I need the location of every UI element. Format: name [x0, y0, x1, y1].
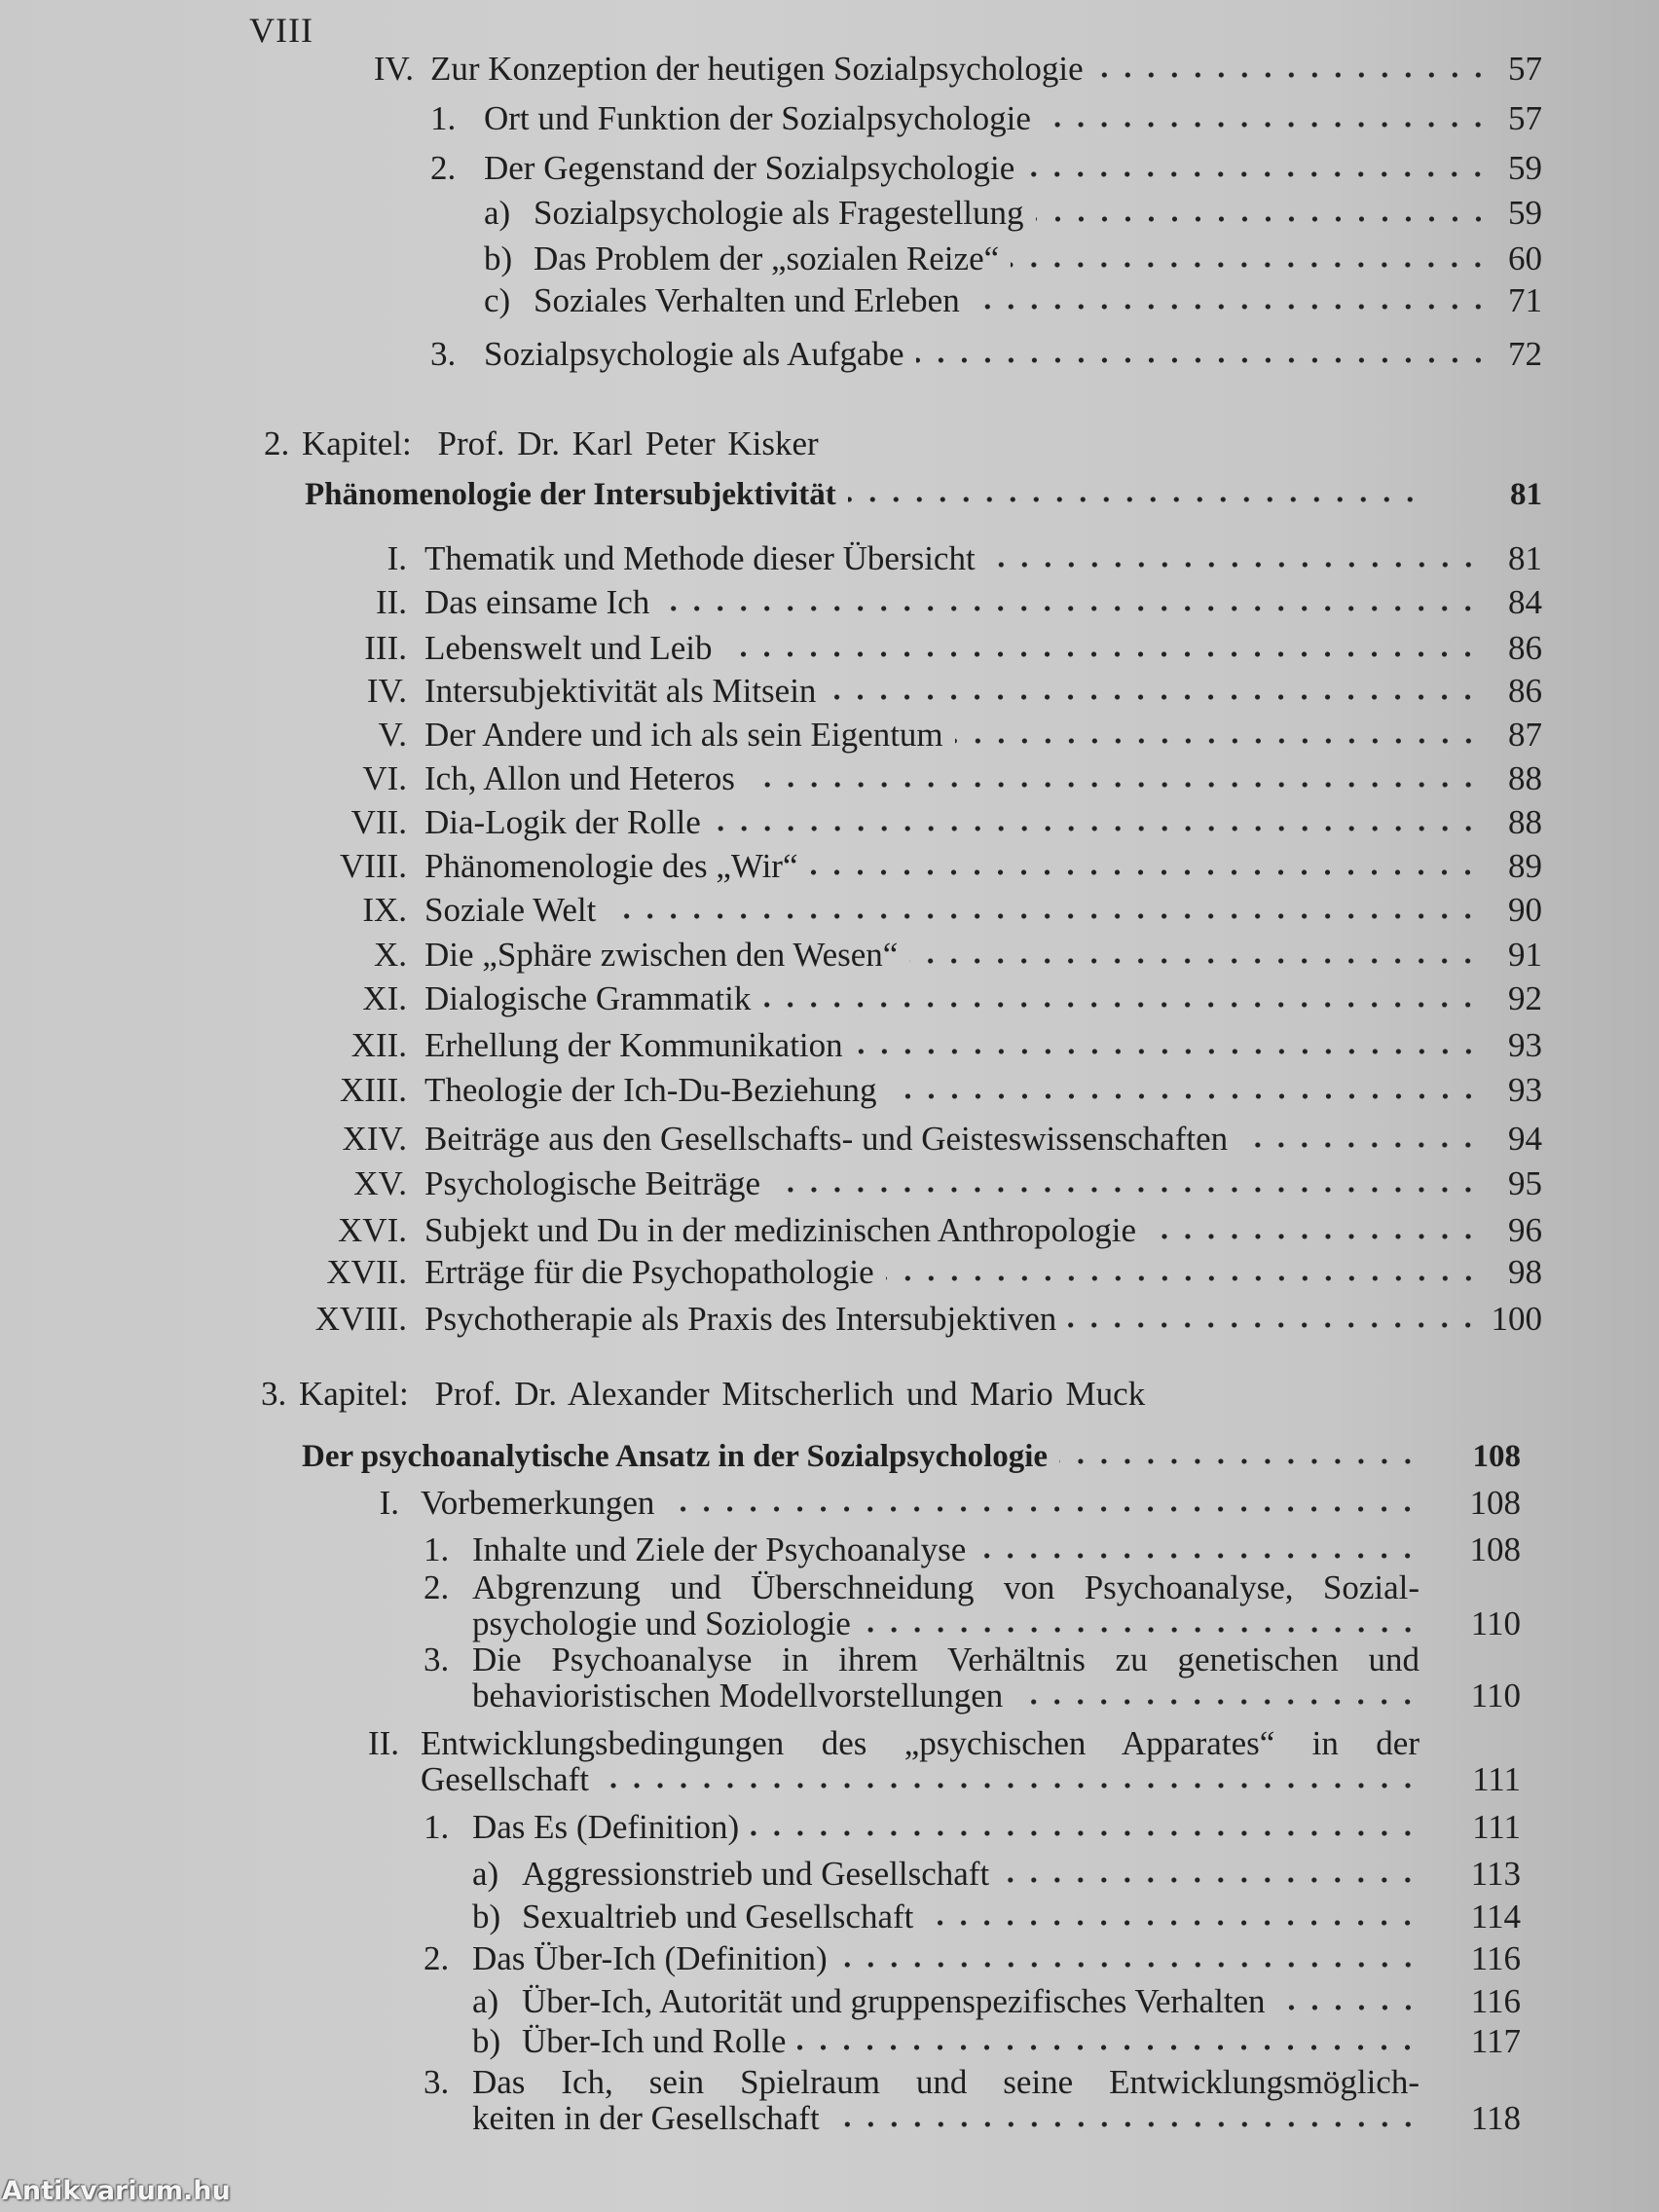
entry-number: VII.: [350, 803, 407, 841]
entry-page: 111: [1472, 1808, 1521, 1846]
entry-title-line: Die Psychoanalyse in ihrem Verhältnis zu genetischen und: [472, 1641, 1419, 1678]
chapter-author: Prof. Dr. Alexander Mitscherlich und Mario Muck: [434, 1375, 1146, 1413]
entry-title-line: [522, 1899, 1419, 1935]
entry-title-line: [472, 1809, 1419, 1845]
entry-title-line: [424, 1301, 1480, 1337]
entry-page: 95: [1508, 1164, 1542, 1202]
toc-entry: [0, 1809, 1659, 1845]
entry-number: III.: [364, 629, 407, 667]
toc-entry: [0, 51, 1659, 87]
entry-title-line: [430, 51, 1490, 87]
entry-number: I.: [379, 1484, 399, 1522]
entry-title: [424, 584, 1480, 620]
entry-title-text: Zur Konzeption der heutigen Sozialpsychologie: [430, 50, 1084, 88]
entry-page: 93: [1508, 1026, 1542, 1064]
dot-leader: [1036, 214, 1490, 224]
entry-number: 1.: [424, 1808, 450, 1846]
dot-leader: [972, 302, 1490, 312]
toc-entry: [0, 1439, 1659, 1475]
entry-title-line: Das Ich, sein Spielraum und seine Entwicklungsmöglich-: [472, 2063, 1419, 2101]
toc-entry: [0, 1212, 1659, 1248]
toc-entry: [0, 937, 1659, 973]
entry-title-text: Thematik und Methode dieser Übersicht: [424, 539, 976, 577]
entry-page: 59: [1508, 194, 1542, 232]
entry-title: [421, 1725, 1419, 1797]
entry-number: XVIII.: [314, 1300, 407, 1338]
entry-number: VIII.: [340, 847, 407, 885]
entry-number: 3.: [424, 1641, 450, 1678]
dot-leader: [666, 1504, 1419, 1514]
entry-title-text: behavioristischen Modellvorstellungen: [472, 1677, 1004, 1714]
entry-number: XI.: [362, 979, 407, 1017]
toc-entry: [0, 892, 1659, 928]
chapter-label: 3. Kapitel:: [261, 1375, 409, 1413]
entry-title: [424, 760, 1480, 796]
dot-leader: [747, 780, 1480, 790]
chapter-label: 2. Kapitel:: [264, 424, 412, 462]
entry-title-text: Erträge für die Psychopathologie: [424, 1253, 874, 1291]
entry-title-line: [424, 980, 1480, 1016]
entry-title: [424, 1072, 1480, 1108]
entry-page: 72: [1508, 335, 1542, 373]
entry-title-text: Ich, Allon und Heteros: [424, 759, 735, 797]
entry-title: [305, 477, 1421, 513]
chapter-author: Prof. Dr. Karl Peter Kisker: [437, 424, 819, 462]
entry-number: XIV.: [342, 1120, 407, 1158]
entry-title-line: [424, 1212, 1480, 1248]
entry-number: 2.: [424, 1568, 450, 1606]
entry-title: [472, 1641, 1419, 1714]
entry-title-line: [534, 195, 1490, 231]
entry-number: 1.: [424, 1530, 450, 1568]
entry-title-text: Subjekt und Du in der medizinischen Anthropologie: [424, 1211, 1137, 1249]
entry-title-line: [424, 1027, 1480, 1063]
entry-title-text: psychologie und Soziologie: [472, 1604, 851, 1642]
dot-leader: [955, 736, 1480, 746]
dot-leader: [889, 1091, 1480, 1101]
entry-title: [484, 336, 1490, 372]
toc-entry: [0, 1027, 1659, 1063]
entry-page: 87: [1508, 716, 1542, 754]
entry-title-text: Erhellung der Kommunikation: [424, 1026, 843, 1064]
toc-entry: [0, 1121, 1659, 1157]
toc-entry: [0, 100, 1659, 136]
entry-title: [424, 1165, 1480, 1201]
entry-number: a): [472, 1855, 499, 1893]
entry-title: [484, 150, 1490, 186]
entry-title-line: [522, 1983, 1419, 2019]
entry-title: [421, 1485, 1419, 1521]
entry-title-text: Der Gegenstand der Sozialpsychologie: [484, 149, 1015, 187]
entry-title-line: [472, 1940, 1419, 1976]
entry-title-text: Sozialpsychologie als Aufgabe: [484, 335, 904, 373]
entry-page: 88: [1508, 759, 1542, 797]
entry-title-line: Entwicklungsbedingungen des „psychischen Apparates“ in der: [421, 1724, 1419, 1762]
entry-title-line: [484, 150, 1490, 186]
entry-title-line: [472, 2100, 1419, 2136]
dot-leader: [1011, 260, 1490, 270]
entry-title-line: [424, 760, 1480, 796]
entry-page: 100: [1491, 1300, 1542, 1338]
toc-entry: [0, 240, 1659, 276]
toc-entry: [0, 1072, 1659, 1108]
dot-leader: [839, 1960, 1419, 1970]
entry-title-text: Theologie der Ich-Du-Beziehung: [424, 1071, 877, 1109]
entry-title-line: [302, 1439, 1419, 1475]
entry-page: 116: [1470, 1982, 1521, 2020]
entry-title: [424, 937, 1480, 973]
entry-title-text: Aggressionstrieb und Gesellschaft: [522, 1855, 990, 1893]
entry-title-line: [424, 892, 1480, 928]
toc-entry: [0, 1254, 1659, 1290]
entry-title: [424, 980, 1480, 1016]
entry-title: [472, 1531, 1419, 1567]
entry-page: 59: [1508, 149, 1542, 187]
entry-title-line: [424, 717, 1480, 753]
toc-entry: [0, 760, 1659, 796]
entry-title-text: Phänomenologie der Intersubjektivität: [305, 477, 836, 512]
dot-leader: [916, 355, 1490, 365]
entry-title-text: Beiträge aus den Gesellschafts- und Geisteswissenschaften: [424, 1120, 1229, 1158]
entry-page: 96: [1508, 1211, 1542, 1249]
entry-title-text: Das Problem der „sozialen Reize“: [534, 240, 1000, 277]
toc-entry: [0, 1856, 1659, 1892]
toc-entry: [0, 1301, 1659, 1337]
entry-number: 2.: [430, 149, 457, 187]
entry-page: 86: [1508, 672, 1542, 710]
entry-number: b): [472, 2022, 501, 2060]
entry-title-line: [424, 1072, 1480, 1108]
entry-page: 57: [1508, 50, 1542, 88]
entry-title-line: [472, 1531, 1419, 1567]
entry-page: 84: [1508, 583, 1542, 621]
entry-title: [522, 2023, 1419, 2059]
toc-entry: [0, 1983, 1659, 2019]
entry-title-text: Phänomenologie des „Wir“: [424, 847, 798, 885]
toc-entry: [0, 282, 1659, 318]
dot-leader: [1277, 2003, 1419, 2012]
entry-title-text: Lebenswelt und Leib: [424, 629, 713, 667]
toc-entry: [0, 336, 1659, 372]
dot-leader: [855, 1047, 1480, 1056]
entry-title-line: [424, 1165, 1480, 1201]
entry-title-text: Das einsame Ich: [424, 583, 650, 621]
entry-title: [424, 1301, 1480, 1337]
entry-title: [424, 804, 1480, 840]
entry-title-text: Über-Ich, Autorität und gruppenspezifisches Verhalten: [522, 1982, 1266, 2020]
entry-title-line: [522, 1856, 1419, 1892]
entry-page: 98: [1508, 1253, 1542, 1291]
entry-title: [424, 1121, 1480, 1157]
entry-title: [424, 717, 1480, 753]
entry-title-line: [424, 584, 1480, 620]
toc-entry: [0, 1568, 1659, 1642]
entry-number: a): [472, 1982, 499, 2020]
dot-leader: [713, 824, 1480, 833]
entry-page: 94: [1508, 1120, 1542, 1158]
entry-title: [534, 240, 1490, 276]
dot-leader: [661, 604, 1480, 613]
entry-page: 71: [1508, 281, 1542, 319]
entry-title-text: Sozialpsychologie als Fragestellung: [534, 194, 1024, 232]
entry-title-line: [472, 1605, 1419, 1641]
entry-title-text: Das Es (Definition): [472, 1808, 740, 1846]
entry-page: 89: [1508, 847, 1542, 885]
chapter3-header: [261, 1375, 1145, 1414]
entry-number: 1.: [430, 99, 457, 137]
dot-leader: [723, 649, 1480, 659]
toc-entry: [0, 1531, 1659, 1567]
entry-title-text: Der psychoanalytische Ansatz in der Sozialpsychologie: [302, 1439, 1049, 1474]
entry-title: [424, 630, 1480, 666]
dot-leader: [1068, 1320, 1480, 1330]
entry-title-text: Psychotherapie als Praxis des Intersubjektiven: [424, 1300, 1057, 1338]
toc-entry: [0, 630, 1659, 666]
entry-title-text: Gesellschaft: [421, 1760, 589, 1798]
entry-title-line: [424, 673, 1480, 709]
entry-title-line: [424, 630, 1480, 666]
toc-entry: [0, 717, 1659, 753]
entry-title: [424, 1027, 1480, 1063]
entry-title-line: [484, 100, 1490, 136]
entry-title: [424, 1254, 1480, 1290]
entry-title: [430, 51, 1490, 87]
entry-title: [522, 1983, 1419, 2019]
dot-leader: [1059, 1456, 1419, 1466]
entry-number: XVII.: [326, 1253, 407, 1291]
toc-entry: [0, 1899, 1659, 1935]
entry-number: 3.: [424, 2063, 450, 2101]
entry-page: 111: [1472, 1760, 1521, 1798]
entry-title-line: Abgrenzung und Überschneidung von Psychoanalyse, Sozial-: [472, 1568, 1419, 1606]
toc-entry: [0, 2023, 1659, 2059]
entry-number: II.: [367, 1724, 399, 1762]
entry-title: [472, 1569, 1419, 1641]
entry-title: [424, 673, 1480, 709]
entry-title: [424, 848, 1480, 884]
entry-title-line: [484, 336, 1490, 372]
entry-number: 3.: [430, 335, 457, 373]
entry-number: I.: [387, 539, 407, 577]
dot-leader: [809, 867, 1480, 877]
dot-leader: [831, 2120, 1419, 2129]
entry-title-line: [534, 240, 1490, 276]
entry-page: 86: [1508, 629, 1542, 667]
entry-number: c): [484, 281, 511, 319]
dot-leader: [751, 1828, 1419, 1838]
dot-leader: [886, 1273, 1480, 1283]
entry-title: [424, 1212, 1480, 1248]
entry-page: 81: [1508, 539, 1542, 577]
toc-entry: [0, 804, 1659, 840]
chapter2-header: [264, 424, 819, 463]
entry-page: 116: [1470, 1939, 1521, 1977]
entry-page: 114: [1470, 1898, 1521, 1936]
dot-leader: [863, 1625, 1419, 1635]
toc-entry: [0, 1940, 1659, 1976]
entry-title-line: [424, 848, 1480, 884]
entry-number: IV.: [366, 672, 407, 710]
toc-entry: [0, 1485, 1659, 1521]
entry-page: 60: [1508, 240, 1542, 277]
toc-entry: [0, 477, 1659, 513]
entry-title-text: keiten in der Gesellschaft: [472, 2099, 820, 2137]
entry-number: IX.: [362, 891, 407, 929]
dot-leader: [828, 692, 1480, 702]
entry-number: XIII.: [340, 1071, 407, 1109]
entry-page: 81: [1510, 477, 1542, 512]
entry-title-line: [424, 1121, 1480, 1157]
entry-page: 57: [1508, 99, 1542, 137]
entry-title-line: [424, 804, 1480, 840]
entry-number: II.: [375, 583, 407, 621]
dot-leader: [1026, 169, 1490, 179]
entry-title: [534, 282, 1490, 318]
entry-title-text: Der Andere und ich als sein Eigentum: [424, 716, 943, 754]
entry-number: V.: [378, 716, 407, 754]
entry-page: 117: [1470, 2022, 1521, 2060]
entry-page: 108: [1472, 1439, 1521, 1474]
dot-leader: [608, 911, 1480, 921]
entry-title-line: [424, 540, 1480, 576]
entry-number: XVI.: [338, 1211, 407, 1249]
toc-entry: [0, 848, 1659, 884]
entry-page: 108: [1469, 1484, 1521, 1522]
entry-title: [424, 540, 1480, 576]
dot-leader: [848, 495, 1421, 504]
entry-number: X.: [373, 936, 407, 974]
entry-number: b): [484, 240, 513, 277]
entry-title: [522, 1856, 1419, 1892]
entry-title-line: [472, 1677, 1419, 1714]
entry-page: 110: [1470, 1604, 1521, 1642]
entry-title-text: Vorbemerkungen: [421, 1484, 655, 1522]
dot-leader: [1014, 1697, 1419, 1707]
entry-title-line: [305, 477, 1421, 513]
entry-title: [472, 1940, 1419, 1976]
entry-title-text: Soziales Verhalten und Erleben: [534, 281, 960, 319]
page-number: VIII: [249, 11, 313, 50]
dot-leader: [909, 956, 1480, 966]
toc-entry: [0, 980, 1659, 1016]
entry-title: [534, 195, 1490, 231]
entry-title-line: [534, 282, 1490, 318]
dot-leader: [1001, 1875, 1419, 1885]
entry-title-text: Intersubjektivität als Mitsein: [424, 672, 817, 710]
entry-title-text: Psychologische Beiträge: [424, 1164, 761, 1202]
entry-title-text: Das Über-Ich (Definition): [472, 1939, 828, 1977]
entry-number: XV.: [353, 1164, 407, 1202]
entry-title: [472, 1809, 1419, 1845]
toc-entry: [0, 1724, 1659, 1798]
watermark: Antikvarium.hu: [2, 2176, 231, 2206]
entry-title-line: [424, 1254, 1480, 1290]
entry-number: 2.: [424, 1939, 450, 1977]
dot-leader: [772, 1185, 1480, 1195]
entry-title: [424, 892, 1480, 928]
entry-title-text: Dialogische Grammatik: [424, 979, 752, 1017]
entry-page: 113: [1470, 1855, 1521, 1893]
entry-page: 91: [1508, 936, 1542, 974]
entry-number: b): [472, 1898, 501, 1936]
entry-page: 118: [1470, 2099, 1521, 2137]
entry-title-line: [421, 1761, 1419, 1797]
toc-entry: [0, 1165, 1659, 1201]
entry-page: 93: [1508, 1071, 1542, 1109]
entry-title-text: Dia-Logik der Rolle: [424, 803, 701, 841]
entry-title: [484, 100, 1490, 136]
dot-leader: [601, 1781, 1419, 1790]
toc-entry: [0, 195, 1659, 231]
entry-title: [522, 1899, 1419, 1935]
toc-entry: [0, 584, 1659, 620]
entry-page: 108: [1469, 1530, 1521, 1568]
entry-page: 90: [1508, 891, 1542, 929]
entry-page: 110: [1470, 1677, 1521, 1714]
entry-number: IV.: [373, 50, 414, 88]
entry-title-text: Die „Sphäre zwischen den Wesen“: [424, 936, 899, 974]
entry-title-text: Sexualtrieb und Gesellschaft: [522, 1898, 914, 1936]
toc-entry: [0, 150, 1659, 186]
dot-leader: [1043, 120, 1490, 129]
entry-page: 92: [1508, 979, 1542, 1017]
toc-entry: [0, 2063, 1659, 2137]
entry-title-text: Ort und Funktion der Sozialpsychologie: [484, 99, 1031, 137]
dot-leader: [925, 1918, 1419, 1928]
entry-number: a): [484, 194, 511, 232]
entry-number: VI.: [362, 759, 407, 797]
toc-entry: [0, 540, 1659, 576]
entry-title: [302, 1439, 1419, 1475]
dot-leader: [987, 560, 1480, 570]
entry-title: [472, 2064, 1419, 2136]
entry-number: XII.: [350, 1026, 407, 1064]
dot-leader: [797, 2043, 1419, 2052]
toc-entry: [0, 1641, 1659, 1714]
entry-title-line: [522, 2023, 1419, 2059]
toc-entry: [0, 673, 1659, 709]
entry-title-text: Soziale Welt: [424, 891, 597, 929]
entry-title-text: Über-Ich und Rolle: [522, 2022, 787, 2060]
dot-leader: [762, 1000, 1480, 1010]
entry-title-text: Inhalte und Ziele der Psychoanalyse: [472, 1530, 967, 1568]
dot-leader: [977, 1551, 1419, 1561]
entry-page: 88: [1508, 803, 1542, 841]
entry-title-line: [424, 937, 1480, 973]
entry-title-line: [421, 1485, 1419, 1521]
